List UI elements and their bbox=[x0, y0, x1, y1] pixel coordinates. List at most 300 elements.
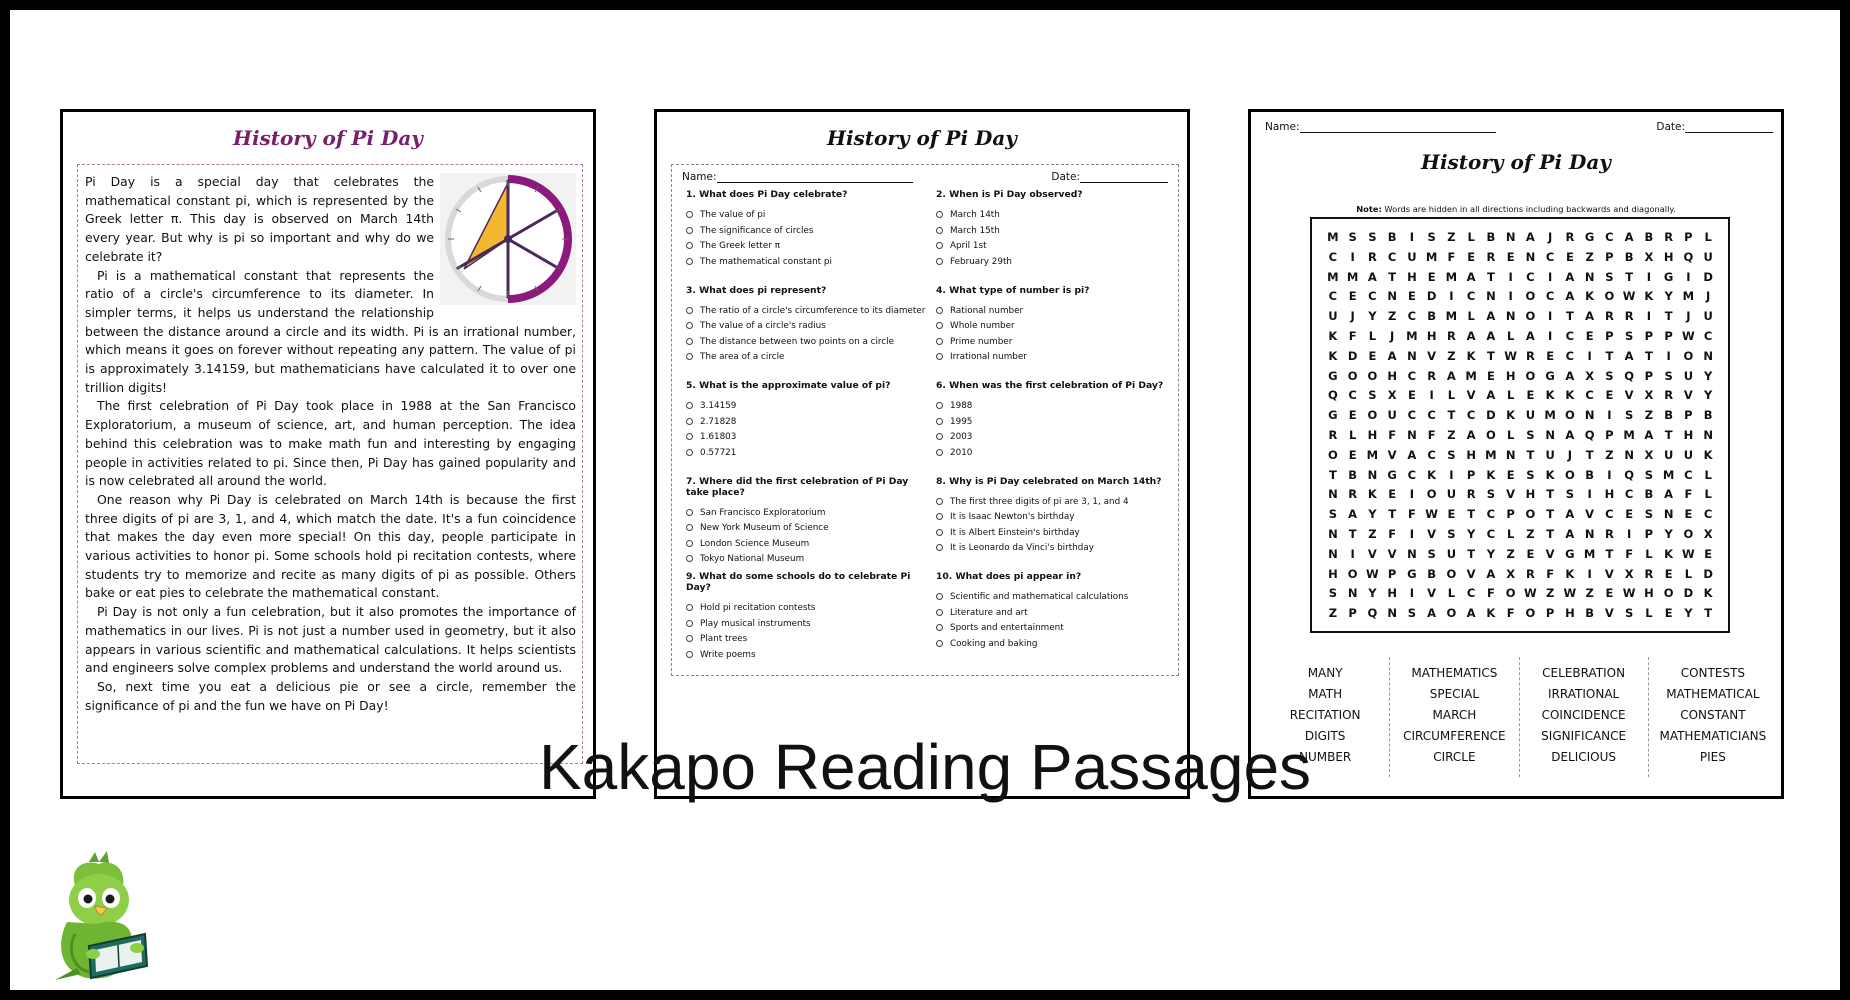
grid-letter: U bbox=[1525, 408, 1536, 423]
grid-letter: H bbox=[1683, 427, 1694, 442]
grid-letter: L bbox=[1368, 328, 1377, 343]
passage-paragraph: Pi Day is a special day that celebrates the mathematical constant pi, which is represented by the Greek letter π. This day is observed on March 14th every year. But why is pi so important and why do we celebrate it? bbox=[85, 174, 434, 264]
grid-letter: K bbox=[1644, 289, 1654, 304]
grid-letter: Y bbox=[1368, 507, 1377, 522]
answer-option[interactable]: February 29th bbox=[936, 255, 1176, 271]
grid-letter: M bbox=[1366, 447, 1379, 462]
grid-letter: A bbox=[1624, 348, 1634, 363]
grid-letter: O bbox=[1505, 586, 1516, 601]
grid-letter: R bbox=[1427, 368, 1437, 383]
quiz-box bbox=[671, 164, 1179, 676]
word-search-page bbox=[1248, 109, 1784, 799]
grid-row bbox=[1323, 446, 1718, 466]
grid-letter: V bbox=[1604, 566, 1614, 581]
grid-letter: C bbox=[1703, 328, 1713, 343]
search-word: SPECIAL bbox=[1429, 687, 1479, 701]
grid-letter: R bbox=[1486, 249, 1496, 264]
grid-letter: M bbox=[1682, 289, 1695, 304]
grid-letter: O bbox=[1367, 368, 1378, 383]
grid-letter: E bbox=[1704, 546, 1713, 561]
grid-letter: M bbox=[1485, 447, 1497, 462]
grid-letter: A bbox=[1525, 328, 1535, 343]
preview-canvas bbox=[10, 10, 1840, 990]
answer-option[interactable]: The Greek letter π bbox=[686, 239, 926, 255]
grid-letter: V bbox=[1545, 546, 1555, 561]
answer-option[interactable]: March 15th bbox=[936, 224, 1176, 240]
grid-letter: R bbox=[1525, 566, 1535, 581]
grid-row bbox=[1323, 505, 1718, 525]
answer-option[interactable]: It is Leonardo da Vinci's birthday bbox=[936, 541, 1176, 557]
grid-letter: C bbox=[1368, 289, 1377, 304]
grid-letter: R bbox=[1328, 427, 1338, 442]
grid-letter: P bbox=[1644, 368, 1654, 383]
grid-letter: X bbox=[1624, 566, 1634, 581]
grid-letter: W bbox=[1504, 348, 1517, 363]
grid-letter: Y bbox=[1703, 368, 1713, 383]
grid-letter: B bbox=[1348, 467, 1357, 482]
grid-letter: V bbox=[1427, 526, 1437, 541]
brand-title: Kakapo Reading Passages bbox=[538, 731, 1312, 803]
grid-letter: I bbox=[1607, 408, 1612, 423]
grid-letter: K bbox=[1486, 467, 1496, 482]
grid-letter: E bbox=[1526, 546, 1535, 561]
grid-letter: A bbox=[1486, 328, 1496, 343]
grid-letter: H bbox=[1644, 586, 1654, 601]
grid-letter: K bbox=[1703, 447, 1713, 462]
grid-letter: X bbox=[1506, 566, 1516, 581]
grid-letter: F bbox=[1348, 328, 1357, 343]
answer-options bbox=[682, 506, 926, 568]
grid-letter: E bbox=[1585, 328, 1594, 343]
grid-row bbox=[1323, 367, 1718, 387]
grid-letter: A bbox=[1446, 368, 1456, 383]
grid-letter: M bbox=[1583, 546, 1596, 561]
grid-letter: W bbox=[1366, 566, 1379, 581]
grid-letter: K bbox=[1565, 388, 1575, 403]
grid-letter: A bbox=[1585, 309, 1595, 324]
grid-letter: L bbox=[1506, 427, 1515, 442]
date-field: Date: bbox=[1656, 121, 1773, 133]
search-word: CIRCLE bbox=[1433, 750, 1476, 764]
grid-letter: E bbox=[1368, 348, 1377, 363]
grid-letter: A bbox=[1427, 606, 1437, 621]
grid-letter: K bbox=[1367, 487, 1377, 502]
search-word: MATHEMATICAL bbox=[1666, 687, 1760, 701]
grid-letter: E bbox=[1625, 507, 1634, 522]
grid-letter: P bbox=[1348, 606, 1357, 621]
date-field: Date: bbox=[1051, 171, 1168, 183]
answer-option[interactable]: New York Museum of Science bbox=[686, 521, 926, 537]
answer-option[interactable]: London Science Museum bbox=[686, 537, 926, 553]
grid-letter: I bbox=[1449, 289, 1454, 304]
grid-letter: M bbox=[1406, 328, 1418, 343]
answer-option[interactable]: The distance between two points on a circle bbox=[686, 335, 926, 351]
grid-letter: G bbox=[1565, 546, 1575, 561]
answer-option[interactable]: 2003 bbox=[936, 430, 1176, 446]
grid-letter: S bbox=[1664, 368, 1673, 383]
grid-letter: I bbox=[1409, 230, 1415, 244]
answer-option[interactable]: Prime number bbox=[936, 335, 1176, 351]
grid-letter: C bbox=[1466, 586, 1476, 601]
name-date-row bbox=[682, 171, 1168, 183]
grid-letter: K bbox=[1506, 408, 1516, 423]
grid-letter: K bbox=[1486, 606, 1496, 621]
grid-letter: E bbox=[1664, 566, 1673, 581]
grid-letter: J bbox=[1350, 309, 1355, 324]
grid-letter: E bbox=[1526, 388, 1535, 403]
grid-letter: J bbox=[1567, 447, 1573, 462]
answer-option[interactable]: The significance of circles bbox=[686, 224, 926, 240]
grid-letter: N bbox=[1407, 546, 1417, 561]
grid-letter: S bbox=[1526, 427, 1535, 442]
grid-letter: B bbox=[1387, 230, 1397, 244]
grid-letter: B bbox=[1585, 467, 1594, 482]
grid-letter: A bbox=[1348, 507, 1358, 522]
grid-letter: S bbox=[1368, 230, 1377, 244]
grid-letter: T bbox=[1546, 487, 1555, 502]
search-word: SIGNIFICANCE bbox=[1541, 729, 1627, 743]
grid-letter: O bbox=[1604, 289, 1615, 304]
grid-letter: P bbox=[1684, 408, 1693, 423]
grid-letter: A bbox=[1565, 368, 1575, 383]
grid-letter: I bbox=[1547, 269, 1553, 284]
grid-letter: Z bbox=[1644, 408, 1654, 423]
search-word: MATHEMATICS bbox=[1411, 666, 1498, 680]
answer-option[interactable]: Sports and entertainment bbox=[936, 621, 1176, 637]
grid-letter: K bbox=[1427, 467, 1437, 482]
grid-letter: N bbox=[1505, 309, 1516, 324]
grid-letter: P bbox=[1506, 507, 1515, 522]
grid-letter: F bbox=[1447, 249, 1456, 264]
answer-option[interactable]: Whole number bbox=[936, 319, 1176, 335]
grid-letter: M bbox=[1662, 467, 1675, 482]
grid-letter: I bbox=[1409, 526, 1415, 541]
grid-letter: P bbox=[1605, 328, 1614, 343]
grid-letter: S bbox=[1328, 507, 1338, 522]
grid-letter: T bbox=[1388, 269, 1397, 284]
passage-title: History of Pi Day bbox=[233, 126, 423, 150]
passage-paragraph: One reason why Pi Day is celebrated on March 14th is because the first three digits of pi are 3, 1, and 4, which match the date. It's a fun coincidence that makes the day even more special! On this day, people participate in various activities to honor pi. Some schools hold pi recitation contests, where students try to memorize and recite as many digits of pi as possible. Others bake or eat pies to celebrate the mathematical constant. bbox=[85, 491, 576, 601]
grid-letter: I bbox=[1686, 269, 1691, 284]
grid-letter: W bbox=[1524, 586, 1537, 601]
grid-letter: K bbox=[1664, 546, 1674, 561]
grid-letter: G bbox=[1407, 566, 1417, 581]
grid-letter: W bbox=[1622, 289, 1636, 304]
grid-letter: L bbox=[1467, 309, 1475, 324]
grid-letter: C bbox=[1684, 467, 1693, 482]
grid-letter: Y bbox=[1703, 388, 1713, 403]
question-block bbox=[932, 380, 1176, 476]
answer-option[interactable]: San Francisco Exploratorium bbox=[686, 506, 926, 522]
grid-letter: Y bbox=[1466, 526, 1476, 541]
answer-option[interactable]: Tokyo National Museum bbox=[686, 552, 926, 568]
answer-option[interactable]: The mathematical constant pi bbox=[686, 255, 926, 271]
answer-option[interactable]: 1995 bbox=[936, 415, 1176, 431]
search-word: CIRCUMFERENCE bbox=[1403, 729, 1506, 743]
grid-letter: Q bbox=[1624, 467, 1635, 482]
grid-letter: P bbox=[1466, 467, 1476, 482]
grid-letter: Z bbox=[1545, 586, 1555, 601]
grid-letter: E bbox=[1684, 507, 1693, 522]
grid-letter: S bbox=[1447, 447, 1456, 462]
grid-letter: L bbox=[1645, 546, 1653, 561]
search-word: DIGITS bbox=[1304, 729, 1346, 743]
grid-letter: G bbox=[1328, 368, 1338, 383]
grid-letter: N bbox=[1703, 427, 1713, 442]
answer-option[interactable]: The ratio of a circle's circumference to its diameter bbox=[686, 304, 926, 320]
answer-option[interactable]: Plant trees bbox=[686, 632, 926, 648]
answer-option[interactable]: 3.14159 bbox=[686, 399, 926, 415]
grid-letter: H bbox=[1407, 269, 1417, 284]
questions-page bbox=[654, 109, 1190, 799]
answer-option[interactable]: 2.71828 bbox=[686, 415, 926, 431]
grid-letter: U bbox=[1545, 447, 1555, 462]
grid-letter: S bbox=[1368, 388, 1377, 403]
grid-letter: V bbox=[1506, 487, 1516, 502]
grid-letter: C bbox=[1565, 328, 1575, 343]
grid-letter: R bbox=[1664, 388, 1674, 403]
grid-letter: G bbox=[1663, 269, 1674, 284]
grid-letter: A bbox=[1486, 388, 1496, 403]
grid-letter: R bbox=[1367, 249, 1377, 264]
grid-letter: Q bbox=[1367, 606, 1378, 621]
grid-letter: C bbox=[1407, 309, 1417, 324]
grid-letter: T bbox=[1467, 546, 1476, 561]
grid-letter: H bbox=[1387, 368, 1397, 383]
pi-clock-icon bbox=[440, 173, 576, 305]
question-text: 10. What does pi appear in? bbox=[936, 571, 1082, 582]
grid-letter: G bbox=[1328, 408, 1338, 423]
grid-letter: I bbox=[1646, 309, 1652, 324]
grid-letter: L bbox=[1704, 487, 1712, 502]
answer-options bbox=[932, 304, 1176, 366]
grid-letter: S bbox=[1526, 467, 1535, 482]
grid-letter: P bbox=[1644, 526, 1654, 541]
grid-letter: T bbox=[1704, 606, 1713, 621]
grid-letter: V bbox=[1585, 507, 1595, 522]
grid-letter: Q bbox=[1683, 249, 1694, 264]
grid-letter: Q bbox=[1624, 368, 1635, 383]
grid-letter: P bbox=[1605, 249, 1614, 264]
grid-letter: C bbox=[1407, 408, 1417, 423]
grid-letter: O bbox=[1525, 309, 1536, 324]
grid-letter: Y bbox=[1368, 309, 1377, 324]
answer-option[interactable]: It is Isaac Newton's birthday bbox=[936, 510, 1176, 526]
grid-letter: S bbox=[1447, 526, 1456, 541]
grid-letter: Z bbox=[1605, 447, 1614, 462]
grid-letter: H bbox=[1367, 427, 1378, 442]
grid-letter: C bbox=[1545, 289, 1555, 304]
passage-paragraph: So, next time you eat a delicious pie or see a circle, remember the significance of pi and the fun we have on Pi Day! bbox=[85, 678, 576, 713]
answer-option[interactable]: The value of a circle's radius bbox=[686, 319, 926, 335]
grid-letter: D bbox=[1486, 408, 1496, 423]
grid-letter: O bbox=[1525, 507, 1536, 522]
grid-letter: E bbox=[1467, 249, 1476, 264]
grid-letter: M bbox=[1346, 269, 1359, 284]
grid-letter: I bbox=[1350, 546, 1355, 561]
grid-letter: U bbox=[1703, 309, 1713, 324]
search-word: CONTESTS bbox=[1680, 666, 1746, 680]
search-word: NUMBER bbox=[1298, 750, 1352, 764]
question-block bbox=[932, 476, 1176, 572]
grid-letter: T bbox=[1605, 348, 1614, 363]
grid-letter: X bbox=[1387, 388, 1397, 403]
question-block bbox=[932, 571, 1176, 667]
grid-letter: N bbox=[1584, 269, 1595, 284]
answer-option[interactable]: 1988 bbox=[936, 399, 1176, 415]
grid-letter: L bbox=[1348, 427, 1357, 442]
grid-letter: O bbox=[1347, 566, 1358, 581]
grid-letter: O bbox=[1564, 467, 1575, 482]
grid-letter: Z bbox=[1328, 606, 1338, 621]
answer-option[interactable]: Literature and art bbox=[936, 606, 1176, 622]
grid-letter: C bbox=[1605, 507, 1614, 522]
grid-letter: E bbox=[1664, 606, 1673, 621]
grid-letter: M bbox=[1327, 269, 1339, 284]
grid-letter: K bbox=[1466, 348, 1476, 363]
grid-letter: C bbox=[1427, 408, 1436, 423]
grid-letter: N bbox=[1328, 526, 1338, 541]
answer-options bbox=[932, 208, 1176, 270]
grid-letter: E bbox=[1506, 467, 1515, 482]
answer-option[interactable]: March 14th bbox=[936, 208, 1176, 224]
grid-letter: N bbox=[1703, 348, 1713, 363]
grid-letter: N bbox=[1545, 427, 1555, 442]
answer-option[interactable]: Cooking and baking bbox=[936, 637, 1176, 653]
grid-letter: E bbox=[1565, 249, 1574, 264]
answer-option[interactable]: 2010 bbox=[936, 446, 1176, 462]
grid-letter: Z bbox=[1447, 427, 1456, 442]
grid-letter: E bbox=[1546, 348, 1555, 363]
grid-letter: W bbox=[1622, 586, 1636, 601]
search-word: DELICIOUS bbox=[1551, 750, 1617, 764]
grid-letter: T bbox=[1348, 526, 1357, 541]
answer-option[interactable]: Play musical instruments bbox=[686, 617, 926, 633]
grid-letter: Y bbox=[1368, 586, 1377, 601]
grid-letter: Z bbox=[1368, 526, 1377, 541]
grid-letter: N bbox=[1347, 586, 1358, 601]
answer-option[interactable]: Irrational number bbox=[936, 350, 1176, 366]
answer-option[interactable]: Scientific and mathematical calculations bbox=[936, 590, 1176, 606]
grid-letter: O bbox=[1663, 586, 1674, 601]
answer-option[interactable]: 1.61803 bbox=[686, 430, 926, 446]
grid-row bbox=[1323, 485, 1718, 505]
grid-letter: S bbox=[1624, 328, 1634, 343]
grid-letter: T bbox=[1664, 309, 1673, 324]
grid-letter: N bbox=[1367, 467, 1378, 482]
grid-letter: T bbox=[1486, 348, 1495, 363]
passage-text-box bbox=[77, 164, 583, 764]
grid-letter: Z bbox=[1387, 309, 1397, 324]
answer-option[interactable]: Write poems bbox=[686, 648, 926, 664]
grid-letter: U bbox=[1328, 309, 1338, 324]
grid-row bbox=[1323, 565, 1718, 585]
grid-row bbox=[1323, 347, 1718, 367]
grid-letter: O bbox=[1683, 526, 1694, 541]
grid-letter: S bbox=[1486, 487, 1496, 502]
grid-letter: I bbox=[1508, 289, 1513, 304]
name-date-row bbox=[1265, 121, 1773, 133]
grid-row bbox=[1323, 525, 1718, 545]
grid-letter: D bbox=[1426, 289, 1437, 304]
answer-option[interactable]: The value of pi bbox=[686, 208, 926, 224]
grid-letter: M bbox=[1544, 408, 1556, 423]
grid-letter: X bbox=[1644, 249, 1654, 264]
grid-letter: C bbox=[1605, 230, 1614, 244]
question-block bbox=[932, 189, 1176, 285]
grid-letter: K bbox=[1545, 467, 1555, 482]
grid-letter: U bbox=[1446, 546, 1457, 561]
grid-letter: Y bbox=[1486, 546, 1496, 561]
grid-letter: P bbox=[1387, 566, 1397, 581]
grid-letter: A bbox=[1565, 289, 1575, 304]
grid-letter: E bbox=[1447, 507, 1456, 522]
grid-letter: T bbox=[1546, 526, 1555, 541]
grid-row bbox=[1323, 327, 1718, 347]
grid-letter: L bbox=[1506, 526, 1515, 541]
grid-letter: A bbox=[1525, 230, 1535, 244]
grid-letter: T bbox=[1644, 348, 1653, 363]
grid-letter: N bbox=[1407, 348, 1417, 363]
answer-options bbox=[682, 304, 926, 366]
reading-passage-page bbox=[60, 109, 596, 799]
grid-letter: L bbox=[1447, 586, 1456, 601]
grid-letter: A bbox=[1486, 566, 1496, 581]
grid-letter: Y bbox=[1664, 526, 1673, 541]
grid-letter: J bbox=[1389, 328, 1395, 343]
grid-letter: U bbox=[1663, 447, 1674, 462]
grid-letter: Z bbox=[1447, 230, 1456, 244]
grid-letter: P bbox=[1545, 606, 1555, 621]
question-text: 2. When is Pi Day observed? bbox=[936, 189, 1083, 200]
question-block bbox=[682, 285, 926, 381]
grid-letter: R bbox=[1664, 230, 1674, 244]
grid-letter: C bbox=[1565, 348, 1575, 363]
answer-option[interactable]: April 1st bbox=[936, 239, 1176, 255]
grid-letter: C bbox=[1486, 507, 1496, 522]
grid-letter: I bbox=[1429, 388, 1434, 403]
grid-letter: A bbox=[1466, 269, 1476, 284]
grid-letter: T bbox=[1447, 408, 1456, 423]
grid-letter: K bbox=[1585, 289, 1595, 304]
grid-letter: I bbox=[1587, 566, 1592, 581]
answer-option[interactable]: Hold pi recitation contests bbox=[686, 601, 926, 617]
grid-letter: P bbox=[1644, 328, 1654, 343]
letter-grid bbox=[1310, 217, 1730, 633]
answer-option[interactable]: It is Albert Einstein's birthday bbox=[936, 526, 1176, 542]
grid-letter: K bbox=[1545, 388, 1555, 403]
grid-letter: H bbox=[1565, 606, 1575, 621]
answer-option[interactable]: 0.57721 bbox=[686, 446, 926, 462]
grid-letter: S bbox=[1624, 606, 1634, 621]
answer-option[interactable]: Rational number bbox=[936, 304, 1176, 320]
grid-letter: A bbox=[1565, 526, 1575, 541]
grid-letter: O bbox=[1525, 289, 1536, 304]
grid-letter: H bbox=[1525, 487, 1536, 502]
grid-letter: C bbox=[1348, 388, 1357, 403]
grid-letter: F bbox=[1388, 427, 1397, 442]
grid-letter: V bbox=[1427, 348, 1437, 363]
question-block bbox=[682, 476, 926, 572]
search-word: PIES bbox=[1699, 750, 1726, 764]
answer-option[interactable]: The area of a circle bbox=[686, 350, 926, 366]
grid-letter: U bbox=[1387, 408, 1397, 423]
search-word: CELEBRATION bbox=[1542, 666, 1626, 680]
answer-option[interactable]: The first three digits of pi are 3, 1, and 4 bbox=[936, 495, 1176, 511]
grid-letter: B bbox=[1664, 408, 1673, 423]
grid-letter: F bbox=[1407, 507, 1416, 522]
grid-letter: J bbox=[1686, 309, 1691, 324]
